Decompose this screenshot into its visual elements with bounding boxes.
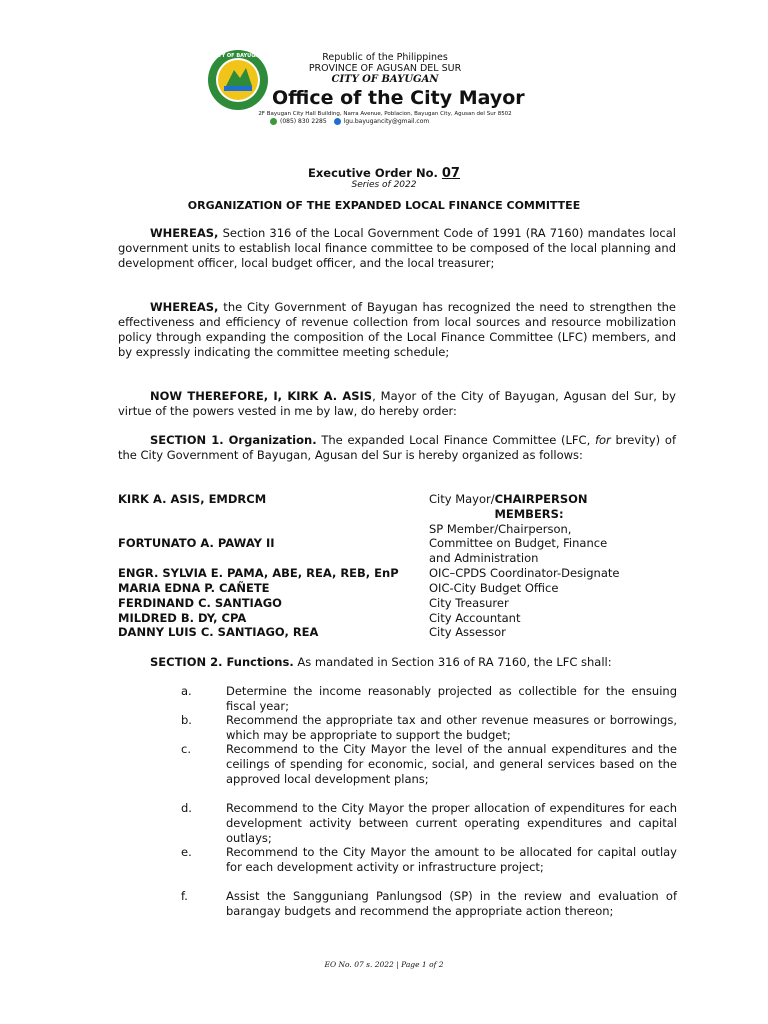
list-item: Recommend to the City Mayor the proper allocation of expenditures for each development activity between current operating expenditures and capital outlays; — [226, 801, 677, 845]
list-item: Recommend the appropriate tax and other revenue measures or borrowings, which may be appropriate to support the budget; — [226, 713, 677, 742]
city-seal-icon — [206, 48, 270, 112]
list-item: Assist the Sangguniang Panlungsod (SP) in the review and evaluation of barangay budgets and recommend the appropriate action thereon; — [226, 889, 677, 918]
member-name: MARIA EDNA P. CAÑETE — [118, 581, 270, 595]
member-name: ENGR. SYLVIA E. PAMA, ABE, REA, REB, EnP — [118, 566, 399, 580]
list-item-letter: f. — [181, 889, 188, 903]
section-1-paragraph: SECTION 1. Organization. The expanded Local Finance Committee (LFC, for brevity) of the City Government of Bayugan, Agusan del Sur is hereby organized as follows: — [118, 433, 676, 462]
eo-series: Series of 2022 — [351, 180, 417, 190]
email-icon — [334, 118, 341, 125]
section-2-paragraph: SECTION 2. Functions. As mandated in Section 316 of RA 7160, the LFC shall: — [150, 655, 612, 669]
letterhead-email: lgu.bayugancity@gmail.com — [343, 118, 430, 125]
list-item-letter: c. — [181, 742, 191, 756]
whereas-paragraph-1: WHEREAS, Section 316 of the Local Government Code of 1991 (RA 7160) mandates local government units to establish local finance committee to be composed of the local planning and development officer, local budget officer, and the local treasurer; — [118, 226, 676, 270]
member-name: FERDINAND C. SANTIAGO — [118, 596, 282, 610]
member-role: SP Member/Chairperson, — [429, 522, 572, 536]
eo-heading: ORGANIZATION OF THE EXPANDED LOCAL FINANCE COMMITTEE — [187, 199, 581, 212]
member-role: City Accountant — [429, 611, 521, 625]
letterhead-republic: Republic of the Philippines — [322, 52, 448, 63]
letterhead-office: Office of the City Mayor — [272, 87, 525, 109]
letterhead-province: PROVINCE OF AGUSAN DEL SUR — [308, 63, 462, 74]
list-item: Recommend to the City Mayor the level of the annual expenditures and the ceilings of spending for economic, social, and general services based on the approved local development plans; — [226, 742, 677, 786]
member-role: City Treasurer — [429, 596, 509, 610]
whereas-paragraph-2: WHEREAS, the City Government of Bayugan has recognized the need to strengthen the effectiveness and efficiency of revenue collection from local sources and resource mobilization policy through expanding the composition of the Local Finance Committee (LFC) members, and by expressly indicating the committee meeting schedule; — [118, 300, 676, 359]
phone-icon — [270, 118, 277, 125]
list-item: Recommend to the City Mayor the amount to be allocated for capital outlay for each development activity or infrastructure project; — [226, 845, 677, 874]
list-item: Determine the income reasonably projected as collectible for the ensuing fiscal year; — [226, 684, 677, 713]
member-name: KIRK A. ASIS, EMDRCM — [118, 492, 267, 506]
member-role: City Mayor/CHAIRPERSON — [429, 492, 588, 506]
now-therefore-paragraph: NOW THEREFORE, I, KIRK A. ASIS, Mayor of the City of Bayugan, Agusan del Sur, by virtue of the powers vested in me by law, do hereby order: — [118, 389, 676, 418]
members-label: MEMBERS: — [494, 507, 564, 521]
letterhead-contact — [270, 118, 429, 125]
page-footer: EO No. 07 s. 2022 | Page 1 of 2 — [324, 960, 444, 969]
member-name: DANNY LUIS C. SANTIAGO, REA — [118, 625, 319, 639]
seal-text: CITY OF BAYUGAN — [212, 53, 264, 59]
eo-title — [0, 166, 768, 181]
member-role: OIC–CPDS Coordinator-Designate — [429, 566, 620, 580]
member-role: OIC-City Budget Office — [429, 581, 559, 595]
eo-title-prefix: Executive Order No. — [308, 166, 438, 180]
member-role: Committee on Budget, Finance — [429, 536, 608, 550]
letterhead-address: 2F Bayugan City Hall Building, Narra Avenue, Poblacion, Bayugan City, Agusan del Sur 8502 — [258, 111, 512, 117]
letterhead-city: CITY OF BAYUGAN — [331, 74, 439, 85]
member-role: and Administration — [429, 551, 539, 565]
eo-number: 07 — [441, 166, 460, 181]
list-item-letter: e. — [181, 845, 192, 859]
member-name: MILDRED B. DY, CPA — [118, 611, 247, 625]
member-name: FORTUNATO A. PAWAY II — [118, 536, 275, 550]
list-item-letter: a. — [181, 684, 192, 698]
member-role: City Assessor — [429, 625, 506, 639]
letterhead-phone: (085) 830 2285 — [280, 118, 327, 125]
list-item-letter: b. — [181, 713, 192, 727]
list-item-letter: d. — [181, 801, 192, 815]
